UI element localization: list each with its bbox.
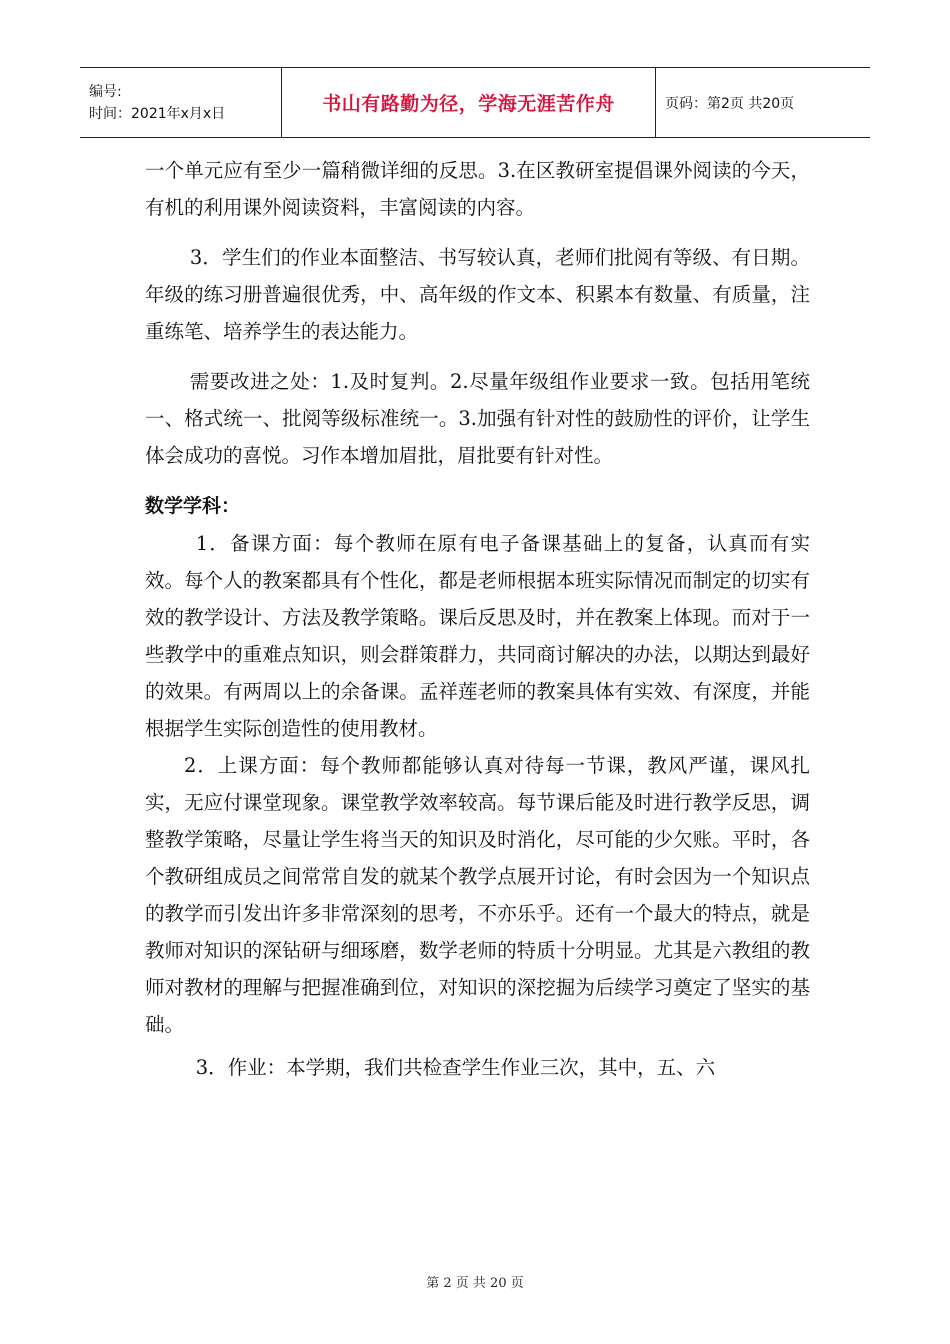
paragraph-continuation: 一个单元应有至少一篇稍微详细的反思。3.在区教研室提倡课外阅读的今天，有机的利用课外阅读资料，丰富阅读的内容。 <box>145 159 810 219</box>
paragraph-assignments: 3．作业：本学期，我们共检查学生作业三次，其中，五、六 <box>195 1056 716 1079</box>
paragraph-lesson-prep: 1．备课方面：每个教师在原有电子备课基础上的复备，认真而有实效。每个人的教案都具有个性化，都是老师根据本班实际情况而制定的切实有效的教学设计、方法及教学策略。课后反思及时，并在教案上体现。而对于一些教学中的重难点知识，则会群策群力，共同商讨解决的办法，以期达到最好的效果。有两周以上的余备课。孟祥莲老师的教案具体有实效、有深度，并能根据学生实际创造性的使用教材。 <box>145 532 810 740</box>
time-label: 时间：2021年x月x日 <box>89 105 226 122</box>
page-footer: 第 2 页 共 20 页 <box>426 1276 524 1291</box>
document-body <box>145 152 810 1086</box>
page-info: 页码：第2页 共20页 <box>665 95 795 112</box>
header-table <box>80 67 870 138</box>
paragraph-teaching: 2．上课方面：每个教师都能够认真对待每一节课，教风严谨，课风扎实，无应付课堂现象。课堂教学效率较高。每节课后能及时进行教学反思，调整教学策略，尽量让学生将当天的知识及时消化，尽可能的少欠账。平时，各个教研组成员之间常常自发的就某个教学点展开讨论，有时会因为一个知识点的教学而引发出许多非常深刻的思考，不亦乐乎。还有一个最大的特点，就是教师对知识的深钻研与细琢磨，数学老师的特质十分明显。尤其是六教组的教师对教材的理解与把握准确到位，对知识的深挖掘为后续学习奠定了坚实的基础。 <box>145 754 810 1036</box>
section-heading-math: 数学学科： <box>145 495 241 517</box>
paragraph-homework: 3．学生们的作业本面整洁、书写较认真，老师们批阅有等级、有日期。年级的练习册普遍很优秀，中、高年级的作文本、积累本有数量、有质量，注重练笔、培养学生的表达能力。 <box>145 246 810 343</box>
number-label: 编号: <box>89 83 122 100</box>
header-meta <box>80 68 282 137</box>
motto: 书山有路勤为径，学海无涯苦作舟 <box>282 68 656 137</box>
paragraph-improvements: 需要改进之处：1.及时复判。2.尽量年级组作业要求一致。包括用笔统一、格式统一、批阅等级标准统一。3.加强有针对性的鼓励性的评价，让学生体会成功的喜悦。习作本增加眉批，眉批要有针对性。 <box>145 370 810 467</box>
